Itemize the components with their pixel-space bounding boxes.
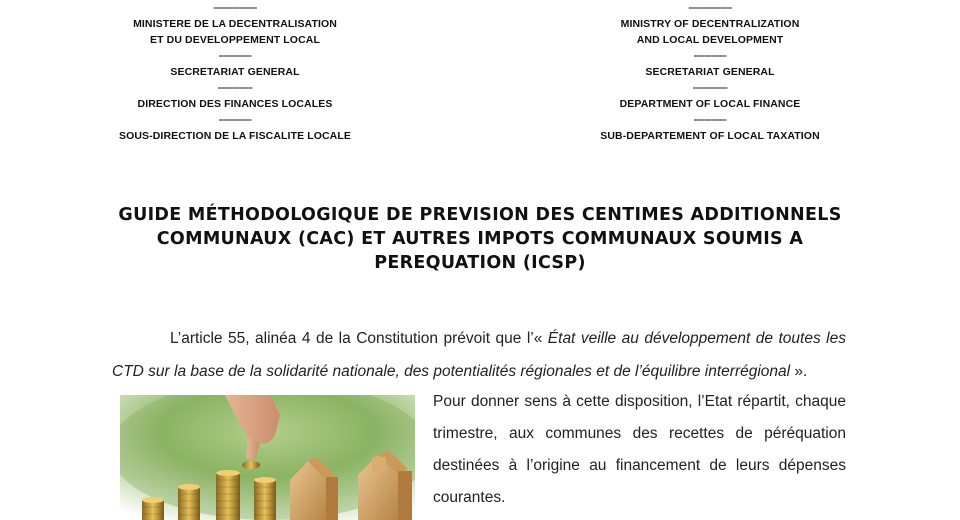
title-line1: GUIDE MÉTHODOLOGIQUE DE PREVISION DES CENTIMES ADDITIONNELS xyxy=(118,205,842,225)
paragraph2-line1: Pour donner sens à cette disposition, l’Etat répartit, chaque xyxy=(433,393,846,410)
title-line3: PEREQUATION (ICSP) xyxy=(374,253,586,273)
paragraph2-line2: trimestre, aux communes des recettes de péréquation xyxy=(433,425,846,442)
paragraph1-end: ». xyxy=(790,363,808,380)
direction-fr: DIRECTION DES FINANCES LOCALES xyxy=(137,98,333,110)
separator: --------------- xyxy=(218,115,252,124)
paragraph2-line4: courantes. xyxy=(433,489,506,506)
ministry-name-fr-line1: MINISTERE DE LA DECENTRALISATION xyxy=(133,18,337,30)
department-en: DEPARTMENT OF LOCAL FINANCE xyxy=(619,98,801,110)
separator: -------------------- xyxy=(688,3,732,12)
subdirection-fr: SOUS-DIRECTION DE LA FISCALITE LOCALE xyxy=(119,130,351,142)
separator: --------------- xyxy=(218,51,252,60)
separator: --------------- xyxy=(693,51,727,60)
ministry-name-en-line1: MINISTRY OF DECENTRALIZATION xyxy=(620,18,800,30)
header-right-en xyxy=(595,0,825,144)
separator: ---------------- xyxy=(217,83,253,92)
title-line2: COMMUNAUX (CAC) ET AUTRES IMPOTS COMMUNAUX SOUMIS A xyxy=(156,229,804,249)
document-title xyxy=(100,203,860,275)
paragraph2-line3: destinées à l’origine au financement de leurs dépenses xyxy=(433,457,846,474)
coins-houses-photo xyxy=(120,395,415,520)
subdepartment-en: SUB-DEPARTEMENT OF LOCAL TAXATION xyxy=(600,130,820,142)
paragraph-constitution xyxy=(112,322,846,388)
paragraph1-intro: L’article 55, alinéa 4 de la Constitution prévoit que l’« xyxy=(170,330,548,347)
secretariat-fr: SECRETARIAT GENERAL xyxy=(170,66,300,78)
coins-houses-illustration xyxy=(120,395,415,520)
ministry-name-en-line2: AND LOCAL DEVELOPMENT xyxy=(636,34,784,46)
separator: --------------- xyxy=(693,115,727,124)
paragraph1-quote: État veille au développement de toutes les CTD sur la base de la solidarité nationale, des potentialités régionales et de l’équilibre interrégional xyxy=(112,330,846,380)
paragraph-perequation xyxy=(433,386,846,514)
secretariat-en: SECRETARIAT GENERAL xyxy=(645,66,775,78)
separator: -------------------- xyxy=(213,3,257,12)
ministry-name-fr-line2: ET DU DEVELOPPEMENT LOCAL xyxy=(150,34,320,46)
header-left-fr xyxy=(110,0,360,144)
separator: ---------------- xyxy=(692,83,728,92)
